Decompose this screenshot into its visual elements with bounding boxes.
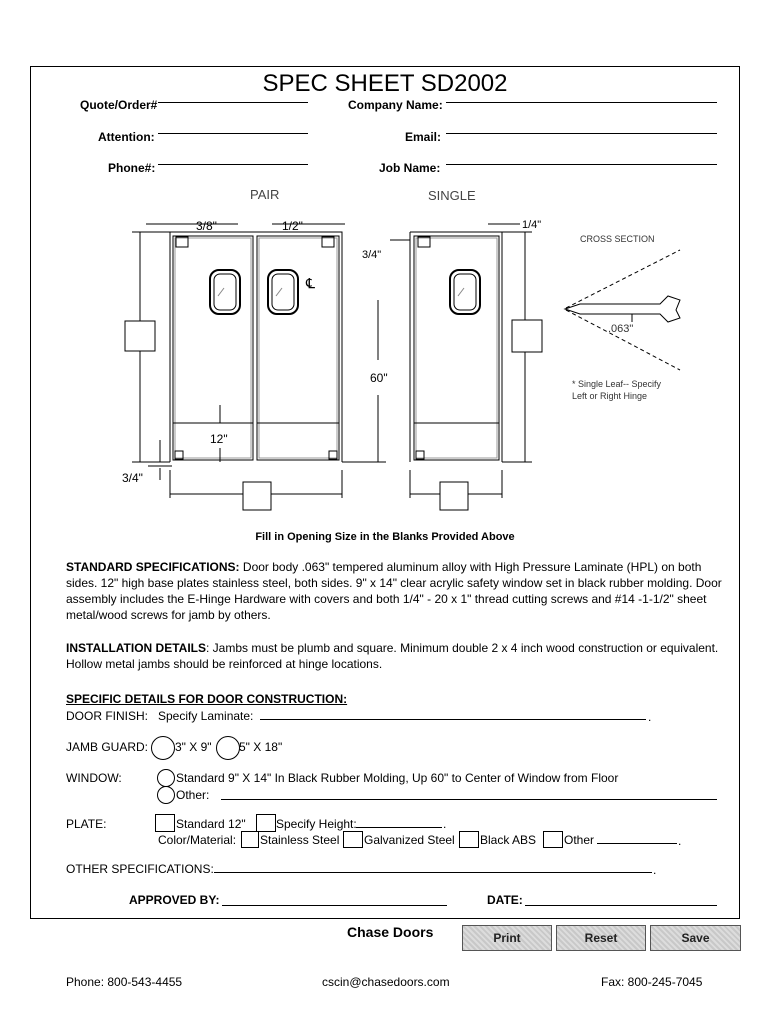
standard-specs: [66, 559, 726, 623]
approved-label: APPROVED BY:: [129, 893, 220, 907]
standard-specs-line3: assembly includes the E-Hinge Hardware with covers and both 1/4" - 20 x 1" thread cutting screws and #14 -1-1/2" sheet: [66, 592, 707, 606]
centerline-mark: ℄: [306, 275, 315, 291]
dim-60: 60": [370, 371, 388, 385]
date-label: DATE:: [487, 893, 523, 907]
instructions: Fill in Opening Size in the Blanks Provided Above: [255, 531, 515, 543]
save-button[interactable]: Save: [650, 925, 741, 951]
reset-button[interactable]: Reset: [556, 925, 646, 951]
stainless-checkbox[interactable]: [241, 831, 259, 848]
standard-specs-line4: metal/wood screws for jamb by others.: [66, 608, 271, 622]
window-other-label: Other:: [176, 788, 210, 802]
galvanized-checkbox[interactable]: [343, 831, 363, 848]
phone-label: Phone#:: [108, 161, 156, 175]
date-field[interactable]: [525, 905, 717, 906]
company-field[interactable]: [446, 102, 717, 103]
company-label: Company Name:: [348, 98, 443, 112]
jamb-guard-label: JAMB GUARD:: [66, 740, 149, 754]
cross-section-label: CROSS SECTION: [580, 234, 655, 244]
print-button[interactable]: Print: [462, 925, 552, 951]
email-field[interactable]: [446, 133, 717, 134]
plate-label: PLATE:: [66, 817, 107, 831]
dim-1-4: 1/4": [522, 219, 542, 231]
plate-height-dot: .: [443, 817, 447, 831]
approved-field[interactable]: [222, 905, 447, 906]
window-standard-radio[interactable]: [157, 769, 175, 787]
quote-label: Quote/Order#: [80, 98, 158, 112]
footer-phone: Phone: 800-543-4455: [66, 975, 183, 989]
abs-label: Black ABS: [480, 833, 537, 847]
laminate-dot: .: [648, 710, 652, 724]
attention-field[interactable]: [158, 133, 308, 134]
attention-label: Attention:: [98, 130, 155, 144]
jamb-5x18-radio[interactable]: [216, 736, 240, 760]
plate-height-field[interactable]: [356, 827, 442, 828]
installation-line1: : Jambs must be plumb and square. Minimum double 2 x 4 inch wood construction or equivalent.: [206, 641, 719, 655]
job-field[interactable]: [446, 164, 717, 165]
dim-1-2: 1/2": [282, 219, 303, 233]
dim-3-8: 3/8": [196, 219, 217, 233]
company-name: Chase Doors: [347, 924, 434, 940]
footer-email[interactable]: cscin@chasedoors.com: [322, 975, 450, 989]
note-line-2: Left or Right Hinge: [572, 391, 648, 401]
other-material-dot: .: [678, 834, 682, 848]
other-specs-dot: .: [653, 863, 657, 877]
window-other-field[interactable]: [221, 799, 717, 800]
door-drawing: [0, 180, 770, 520]
plate-height-checkbox[interactable]: [256, 814, 276, 832]
other-specs-label: OTHER SPECIFICATIONS:: [66, 862, 214, 876]
plate-standard-checkbox[interactable]: [155, 814, 175, 832]
specify-laminate-label: Specify Laminate:: [158, 709, 254, 723]
door-finish-label: DOOR FINISH:: [66, 709, 149, 723]
window-other-radio[interactable]: [157, 786, 175, 804]
jamb-3x9-radio[interactable]: [151, 736, 175, 760]
other-material-field[interactable]: [597, 843, 677, 844]
installation-line2: Hollow metal jambs should be reinforced at hinge locations.: [66, 657, 383, 671]
single-label: SINGLE: [428, 188, 476, 203]
thickness-label: .063": [608, 323, 634, 335]
dim-3-4-bottom: 3/4": [122, 471, 143, 485]
page-title: SPEC SHEET SD2002: [262, 70, 508, 97]
email-label: Email:: [405, 130, 442, 144]
stainless-label: Stainless Steel: [260, 833, 340, 847]
pair-label: PAIR: [250, 187, 280, 202]
plate-standard-label: Standard 12": [176, 817, 246, 831]
standard-specs-line2: sides. 12" high base plates stainless steel, both sides. 9" x 14" clear acrylic safety window set in black rubber molding. Door: [66, 576, 722, 590]
jamb-3x9-label: 3" X 9": [175, 740, 212, 754]
note-line-1: * Single Leaf-- Specify: [572, 379, 662, 389]
quote-field[interactable]: [158, 102, 308, 103]
window-standard-label: Standard 9" X 14" In Black Rubber Molding, Up 60" to Center of Window from Floor: [176, 771, 619, 785]
footer-fax: Fax: 800-245-7045: [601, 975, 703, 989]
abs-checkbox[interactable]: [459, 831, 479, 848]
job-label: Job Name:: [379, 161, 441, 175]
dim-3-4-top: 3/4": [362, 249, 382, 261]
other-material-label: Other: [564, 833, 595, 847]
dim-12: 12": [210, 432, 228, 446]
standard-specs-line1: Door body .063" tempered aluminum alloy with High Pressure Laminate (HPL) on both: [239, 560, 702, 574]
galvanized-label: Galvanized Steel: [364, 833, 455, 847]
construction-heading: SPECIFIC DETAILS FOR DOOR CONSTRUCTION:: [66, 692, 348, 706]
phone-field[interactable]: [158, 164, 308, 165]
installation-details: [66, 640, 746, 672]
jamb-5x18-label: 5" X 18": [239, 740, 283, 754]
standard-specs-heading: STANDARD SPECIFICATIONS:: [66, 560, 240, 574]
other-material-checkbox[interactable]: [543, 831, 563, 848]
other-specs-field[interactable]: [214, 872, 652, 873]
plate-height-label: Specify Height:: [276, 817, 357, 831]
installation-heading: INSTALLATION DETAILS: [66, 641, 206, 655]
window-label: WINDOW:: [66, 771, 122, 785]
laminate-field[interactable]: [260, 719, 646, 720]
color-material-label: Color/Material:: [158, 833, 237, 847]
